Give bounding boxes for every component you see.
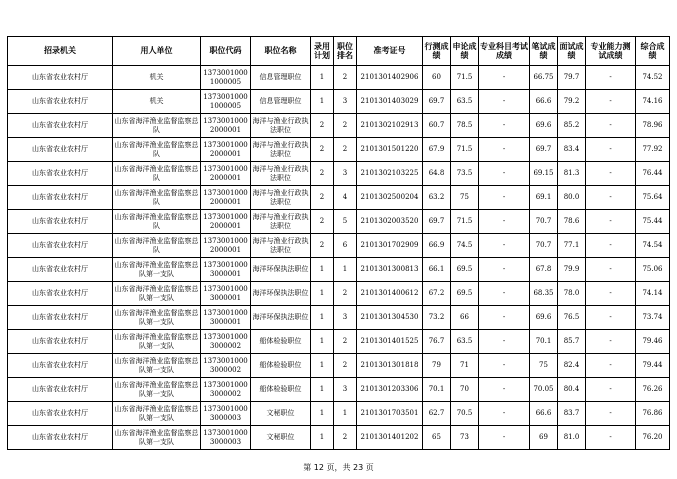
cell-recruiting-agency: 山东省农业农村厅 [8, 354, 113, 378]
cell-exam-ticket: 2101301501220 [357, 138, 423, 162]
cell-position-name: 海洋与渔业行政执法职位 [251, 234, 311, 258]
cell-position-code: 13730010003000001 [201, 306, 251, 330]
cell-hiring-plan: 1 [311, 306, 334, 330]
cell-position-rank: 2 [334, 330, 357, 354]
cell-ability-test-score: - [586, 210, 636, 234]
cell-aptitude-score: 60 [423, 66, 451, 90]
cell-recruiting-agency: 山东省农业农村厅 [8, 402, 113, 426]
cell-hiring-plan: 1 [311, 354, 334, 378]
cell-employer: 山东省海洋渔业监督监察总队 [113, 234, 201, 258]
cell-specialty-exam-score: - [479, 66, 530, 90]
cell-exam-ticket: 2101301304530 [357, 306, 423, 330]
cell-aptitude-score: 70.1 [423, 378, 451, 402]
cell-recruiting-agency: 山东省农业农村厅 [8, 258, 113, 282]
cell-specialty-exam-score: - [479, 114, 530, 138]
cell-recruiting-agency: 山东省农业农村厅 [8, 138, 113, 162]
cell-exam-ticket: 2101301301818 [357, 354, 423, 378]
cell-interview-score: 85.7 [558, 330, 586, 354]
cell-position-rank: 2 [334, 66, 357, 90]
cell-position-rank: 2 [334, 282, 357, 306]
cell-essay-score: 71 [451, 354, 479, 378]
cell-position-name: 海洋与渔业行政执法职位 [251, 114, 311, 138]
cell-specialty-exam-score: - [479, 186, 530, 210]
header-position-code: 职位代码 [201, 37, 251, 66]
cell-employer: 机关 [113, 66, 201, 90]
cell-hiring-plan: 1 [311, 330, 334, 354]
table-row [8, 66, 670, 90]
cell-specialty-exam-score: - [479, 330, 530, 354]
cell-hiring-plan: 1 [311, 426, 334, 450]
cell-hiring-plan: 1 [311, 66, 334, 90]
table-row [8, 258, 670, 282]
cell-employer: 山东省海洋渔业监督监察总队第一支队 [113, 282, 201, 306]
cell-position-rank: 4 [334, 186, 357, 210]
cell-essay-score: 71.5 [451, 138, 479, 162]
cell-specialty-exam-score: - [479, 210, 530, 234]
cell-specialty-exam-score: - [479, 162, 530, 186]
cell-ability-test-score: - [586, 186, 636, 210]
cell-written-score: 67.8 [530, 258, 558, 282]
cell-employer: 山东省海洋渔业监督监察总队第一支队 [113, 330, 201, 354]
cell-position-code: 13730010001000005 [201, 90, 251, 114]
cell-position-name: 船体检验职位 [251, 330, 311, 354]
table-row [8, 162, 670, 186]
cell-aptitude-score: 62.7 [423, 402, 451, 426]
cell-specialty-exam-score: - [479, 258, 530, 282]
table-row [8, 138, 670, 162]
cell-position-rank: 1 [334, 402, 357, 426]
cell-position-code: 13730010001000005 [201, 66, 251, 90]
cell-interview-score: 85.2 [558, 114, 586, 138]
cell-hiring-plan: 1 [311, 90, 334, 114]
cell-essay-score: 63.5 [451, 90, 479, 114]
cell-specialty-exam-score: - [479, 402, 530, 426]
cell-interview-score: 78.0 [558, 282, 586, 306]
cell-essay-score: 78.5 [451, 114, 479, 138]
cell-overall-score: 75.06 [636, 258, 670, 282]
cell-written-score: 69.1 [530, 186, 558, 210]
cell-overall-score: 74.16 [636, 90, 670, 114]
cell-recruiting-agency: 山东省农业农村厅 [8, 186, 113, 210]
header-interview-score: 面试成绩 [558, 37, 586, 66]
cell-written-score: 66.6 [530, 402, 558, 426]
cell-ability-test-score: - [586, 354, 636, 378]
cell-employer: 山东省海洋渔业监督监察总队第一支队 [113, 378, 201, 402]
cell-aptitude-score: 65 [423, 426, 451, 450]
cell-hiring-plan: 2 [311, 162, 334, 186]
cell-overall-score: 76.86 [636, 402, 670, 426]
header-ability-test-score: 专业能力测试成绩 [586, 37, 636, 66]
cell-recruiting-agency: 山东省农业农村厅 [8, 378, 113, 402]
cell-exam-ticket: 2101301203306 [357, 378, 423, 402]
cell-specialty-exam-score: - [479, 282, 530, 306]
cell-position-code: 13730010002000001 [201, 234, 251, 258]
cell-ability-test-score: - [586, 258, 636, 282]
table-row [8, 282, 670, 306]
table-row [8, 90, 670, 114]
cell-specialty-exam-score: - [479, 138, 530, 162]
cell-essay-score: 69.5 [451, 258, 479, 282]
cell-aptitude-score: 60.7 [423, 114, 451, 138]
cell-position-name: 信息管理职位 [251, 66, 311, 90]
cell-hiring-plan: 2 [311, 186, 334, 210]
cell-employer: 机关 [113, 90, 201, 114]
cell-ability-test-score: - [586, 234, 636, 258]
cell-position-rank: 2 [334, 114, 357, 138]
cell-aptitude-score: 73.2 [423, 306, 451, 330]
cell-written-score: 70.7 [530, 234, 558, 258]
cell-essay-score: 69.5 [451, 282, 479, 306]
cell-position-rank: 5 [334, 210, 357, 234]
cell-employer: 山东省海洋渔业监督监察总队 [113, 162, 201, 186]
cell-exam-ticket: 2101301300813 [357, 258, 423, 282]
cell-specialty-exam-score: - [479, 426, 530, 450]
header-specialty-exam-score: 专业科目考试成绩 [479, 37, 530, 66]
cell-employer: 山东省海洋渔业监督监察总队第一支队 [113, 402, 201, 426]
cell-essay-score: 74.5 [451, 234, 479, 258]
cell-employer: 山东省海洋渔业监督监察总队第一支队 [113, 426, 201, 450]
cell-ability-test-score: - [586, 282, 636, 306]
cell-interview-score: 82.4 [558, 354, 586, 378]
cell-employer: 山东省海洋渔业监督监察总队第一支队 [113, 306, 201, 330]
cell-ability-test-score: - [586, 114, 636, 138]
cell-interview-score: 78.6 [558, 210, 586, 234]
cell-recruiting-agency: 山东省农业农村厅 [8, 162, 113, 186]
cell-position-code: 13730010002000001 [201, 210, 251, 234]
cell-interview-score: 81.3 [558, 162, 586, 186]
cell-hiring-plan: 1 [311, 258, 334, 282]
cell-employer: 山东省海洋渔业监督监察总队第一支队 [113, 354, 201, 378]
cell-recruiting-agency: 山东省农业农村厅 [8, 282, 113, 306]
cell-position-name: 文秘职位 [251, 402, 311, 426]
cell-exam-ticket: 2101301702909 [357, 234, 423, 258]
cell-position-rank: 1 [334, 258, 357, 282]
cell-employer: 山东省海洋渔业监督监察总队第一支队 [113, 258, 201, 282]
cell-recruiting-agency: 山东省农业农村厅 [8, 90, 113, 114]
cell-position-name: 海洋环保执法职位 [251, 306, 311, 330]
cell-ability-test-score: - [586, 138, 636, 162]
cell-exam-ticket: 2101301401525 [357, 330, 423, 354]
cell-exam-ticket: 2101302500204 [357, 186, 423, 210]
cell-position-rank: 3 [334, 378, 357, 402]
cell-overall-score: 74.14 [636, 282, 670, 306]
cell-written-score: 69.15 [530, 162, 558, 186]
cell-aptitude-score: 79 [423, 354, 451, 378]
cell-position-code: 13730010003000001 [201, 282, 251, 306]
cell-specialty-exam-score: - [479, 306, 530, 330]
cell-hiring-plan: 2 [311, 138, 334, 162]
cell-overall-score: 79.44 [636, 354, 670, 378]
cell-overall-score: 75.44 [636, 210, 670, 234]
header-overall-score: 综合成绩 [636, 37, 670, 66]
cell-aptitude-score: 64.8 [423, 162, 451, 186]
cell-position-rank: 2 [334, 426, 357, 450]
cell-specialty-exam-score: - [479, 378, 530, 402]
table-row [8, 354, 670, 378]
cell-overall-score: 74.54 [636, 234, 670, 258]
cell-hiring-plan: 2 [311, 114, 334, 138]
cell-overall-score: 73.74 [636, 306, 670, 330]
header-essay-score: 申论成绩 [451, 37, 479, 66]
cell-overall-score: 79.46 [636, 330, 670, 354]
cell-position-rank: 2 [334, 354, 357, 378]
cell-position-rank: 3 [334, 90, 357, 114]
table-row [8, 426, 670, 450]
table-row [8, 210, 670, 234]
cell-aptitude-score: 69.7 [423, 210, 451, 234]
cell-ability-test-score: - [586, 378, 636, 402]
header-recruiting-agency: 招录机关 [8, 37, 113, 66]
table-row [8, 114, 670, 138]
cell-overall-score: 75.64 [636, 186, 670, 210]
cell-interview-score: 80.0 [558, 186, 586, 210]
cell-written-score: 75 [530, 354, 558, 378]
cell-recruiting-agency: 山东省农业农村厅 [8, 114, 113, 138]
cell-ability-test-score: - [586, 162, 636, 186]
header-position-rank: 职位排名 [334, 37, 357, 66]
cell-position-name: 船体检验职位 [251, 378, 311, 402]
cell-employer: 山东省海洋渔业监督监察总队 [113, 186, 201, 210]
table-row [8, 234, 670, 258]
cell-essay-score: 71.5 [451, 210, 479, 234]
cell-aptitude-score: 66.1 [423, 258, 451, 282]
header-written-score: 笔试成绩 [530, 37, 558, 66]
cell-aptitude-score: 67.9 [423, 138, 451, 162]
header-exam-ticket: 准考证号 [357, 37, 423, 66]
cell-specialty-exam-score: - [479, 234, 530, 258]
cell-position-name: 海洋与渔业行政执法职位 [251, 186, 311, 210]
cell-recruiting-agency: 山东省农业农村厅 [8, 234, 113, 258]
cell-hiring-plan: 1 [311, 282, 334, 306]
cell-overall-score: 76.44 [636, 162, 670, 186]
cell-recruiting-agency: 山东省农业农村厅 [8, 210, 113, 234]
cell-overall-score: 78.96 [636, 114, 670, 138]
cell-ability-test-score: - [586, 90, 636, 114]
cell-interview-score: 76.5 [558, 306, 586, 330]
cell-aptitude-score: 63.2 [423, 186, 451, 210]
cell-essay-score: 73 [451, 426, 479, 450]
cell-ability-test-score: - [586, 330, 636, 354]
cell-exam-ticket: 2101301402906 [357, 66, 423, 90]
cell-ability-test-score: - [586, 66, 636, 90]
header-position-name: 职位名称 [251, 37, 311, 66]
cell-essay-score: 70.5 [451, 402, 479, 426]
results-table [7, 36, 670, 450]
cell-position-rank: 3 [334, 162, 357, 186]
cell-written-score: 70.7 [530, 210, 558, 234]
cell-recruiting-agency: 山东省农业农村厅 [8, 330, 113, 354]
cell-position-code: 13730010003000001 [201, 258, 251, 282]
cell-essay-score: 70 [451, 378, 479, 402]
table-row [8, 330, 670, 354]
cell-position-code: 13730010002000001 [201, 114, 251, 138]
cell-employer: 山东省海洋渔业监督监察总队 [113, 114, 201, 138]
table-row [8, 186, 670, 210]
cell-exam-ticket: 2101301403029 [357, 90, 423, 114]
cell-written-score: 69 [530, 426, 558, 450]
cell-written-score: 69.7 [530, 138, 558, 162]
cell-recruiting-agency: 山东省农业农村厅 [8, 426, 113, 450]
table-body [8, 66, 670, 450]
cell-essay-score: 63.5 [451, 330, 479, 354]
cell-ability-test-score: - [586, 306, 636, 330]
table-header-row [8, 37, 670, 66]
cell-essay-score: 75 [451, 186, 479, 210]
cell-position-name: 海洋环保执法职位 [251, 258, 311, 282]
cell-exam-ticket: 2101302103225 [357, 162, 423, 186]
cell-written-score: 70.05 [530, 378, 558, 402]
cell-position-code: 13730010002000001 [201, 186, 251, 210]
cell-overall-score: 76.26 [636, 378, 670, 402]
cell-exam-ticket: 2101301703501 [357, 402, 423, 426]
cell-written-score: 69.6 [530, 114, 558, 138]
cell-exam-ticket: 2101301400612 [357, 282, 423, 306]
cell-position-name: 海洋环保执法职位 [251, 282, 311, 306]
table-row [8, 378, 670, 402]
cell-interview-score: 79.9 [558, 258, 586, 282]
cell-interview-score: 79.7 [558, 66, 586, 90]
cell-interview-score: 83.4 [558, 138, 586, 162]
cell-position-code: 13730010003000003 [201, 426, 251, 450]
cell-position-rank: 6 [334, 234, 357, 258]
cell-specialty-exam-score: - [479, 90, 530, 114]
cell-overall-score: 74.52 [636, 66, 670, 90]
cell-exam-ticket: 2101302003520 [357, 210, 423, 234]
cell-overall-score: 77.92 [636, 138, 670, 162]
cell-position-code: 13730010003000002 [201, 354, 251, 378]
table-row [8, 306, 670, 330]
cell-position-rank: 3 [334, 306, 357, 330]
cell-interview-score: 79.2 [558, 90, 586, 114]
cell-position-code: 13730010002000001 [201, 138, 251, 162]
cell-aptitude-score: 69.7 [423, 90, 451, 114]
cell-hiring-plan: 1 [311, 402, 334, 426]
header-hiring-plan: 录用计划 [311, 37, 334, 66]
cell-aptitude-score: 66.9 [423, 234, 451, 258]
cell-interview-score: 81.0 [558, 426, 586, 450]
cell-position-name: 船体检验职位 [251, 354, 311, 378]
cell-recruiting-agency: 山东省农业农村厅 [8, 66, 113, 90]
cell-aptitude-score: 76.7 [423, 330, 451, 354]
cell-essay-score: 66 [451, 306, 479, 330]
cell-position-name: 海洋与渔业行政执法职位 [251, 138, 311, 162]
cell-ability-test-score: - [586, 426, 636, 450]
cell-employer: 山东省海洋渔业监督监察总队 [113, 210, 201, 234]
cell-exam-ticket: 2101301401202 [357, 426, 423, 450]
cell-written-score: 69.6 [530, 306, 558, 330]
cell-hiring-plan: 1 [311, 378, 334, 402]
cell-ability-test-score: - [586, 402, 636, 426]
cell-position-name: 信息管理职位 [251, 90, 311, 114]
cell-position-code: 13730010003000002 [201, 330, 251, 354]
cell-interview-score: 80.4 [558, 378, 586, 402]
cell-position-rank: 2 [334, 138, 357, 162]
cell-written-score: 68.35 [530, 282, 558, 306]
header-aptitude-score: 行测成绩 [423, 37, 451, 66]
cell-interview-score: 77.1 [558, 234, 586, 258]
table-row [8, 402, 670, 426]
cell-position-name: 海洋与渔业行政执法职位 [251, 162, 311, 186]
cell-written-score: 66.75 [530, 66, 558, 90]
page-footer: 第 12 页，共 23 页 [303, 463, 374, 472]
cell-aptitude-score: 67.2 [423, 282, 451, 306]
cell-specialty-exam-score: - [479, 354, 530, 378]
cell-written-score: 66.6 [530, 90, 558, 114]
cell-essay-score: 71.5 [451, 66, 479, 90]
cell-hiring-plan: 2 [311, 234, 334, 258]
header-employer: 用人单位 [113, 37, 201, 66]
cell-essay-score: 73.5 [451, 162, 479, 186]
cell-employer: 山东省海洋渔业监督监察总队 [113, 138, 201, 162]
cell-interview-score: 83.7 [558, 402, 586, 426]
cell-position-code: 13730010002000001 [201, 162, 251, 186]
cell-recruiting-agency: 山东省农业农村厅 [8, 306, 113, 330]
cell-written-score: 70.1 [530, 330, 558, 354]
cell-position-name: 文秘职位 [251, 426, 311, 450]
cell-exam-ticket: 2101302102913 [357, 114, 423, 138]
cell-position-code: 13730010003000002 [201, 378, 251, 402]
cell-position-name: 海洋与渔业行政执法职位 [251, 210, 311, 234]
cell-hiring-plan: 2 [311, 210, 334, 234]
cell-overall-score: 76.20 [636, 426, 670, 450]
cell-position-code: 13730010003000003 [201, 402, 251, 426]
